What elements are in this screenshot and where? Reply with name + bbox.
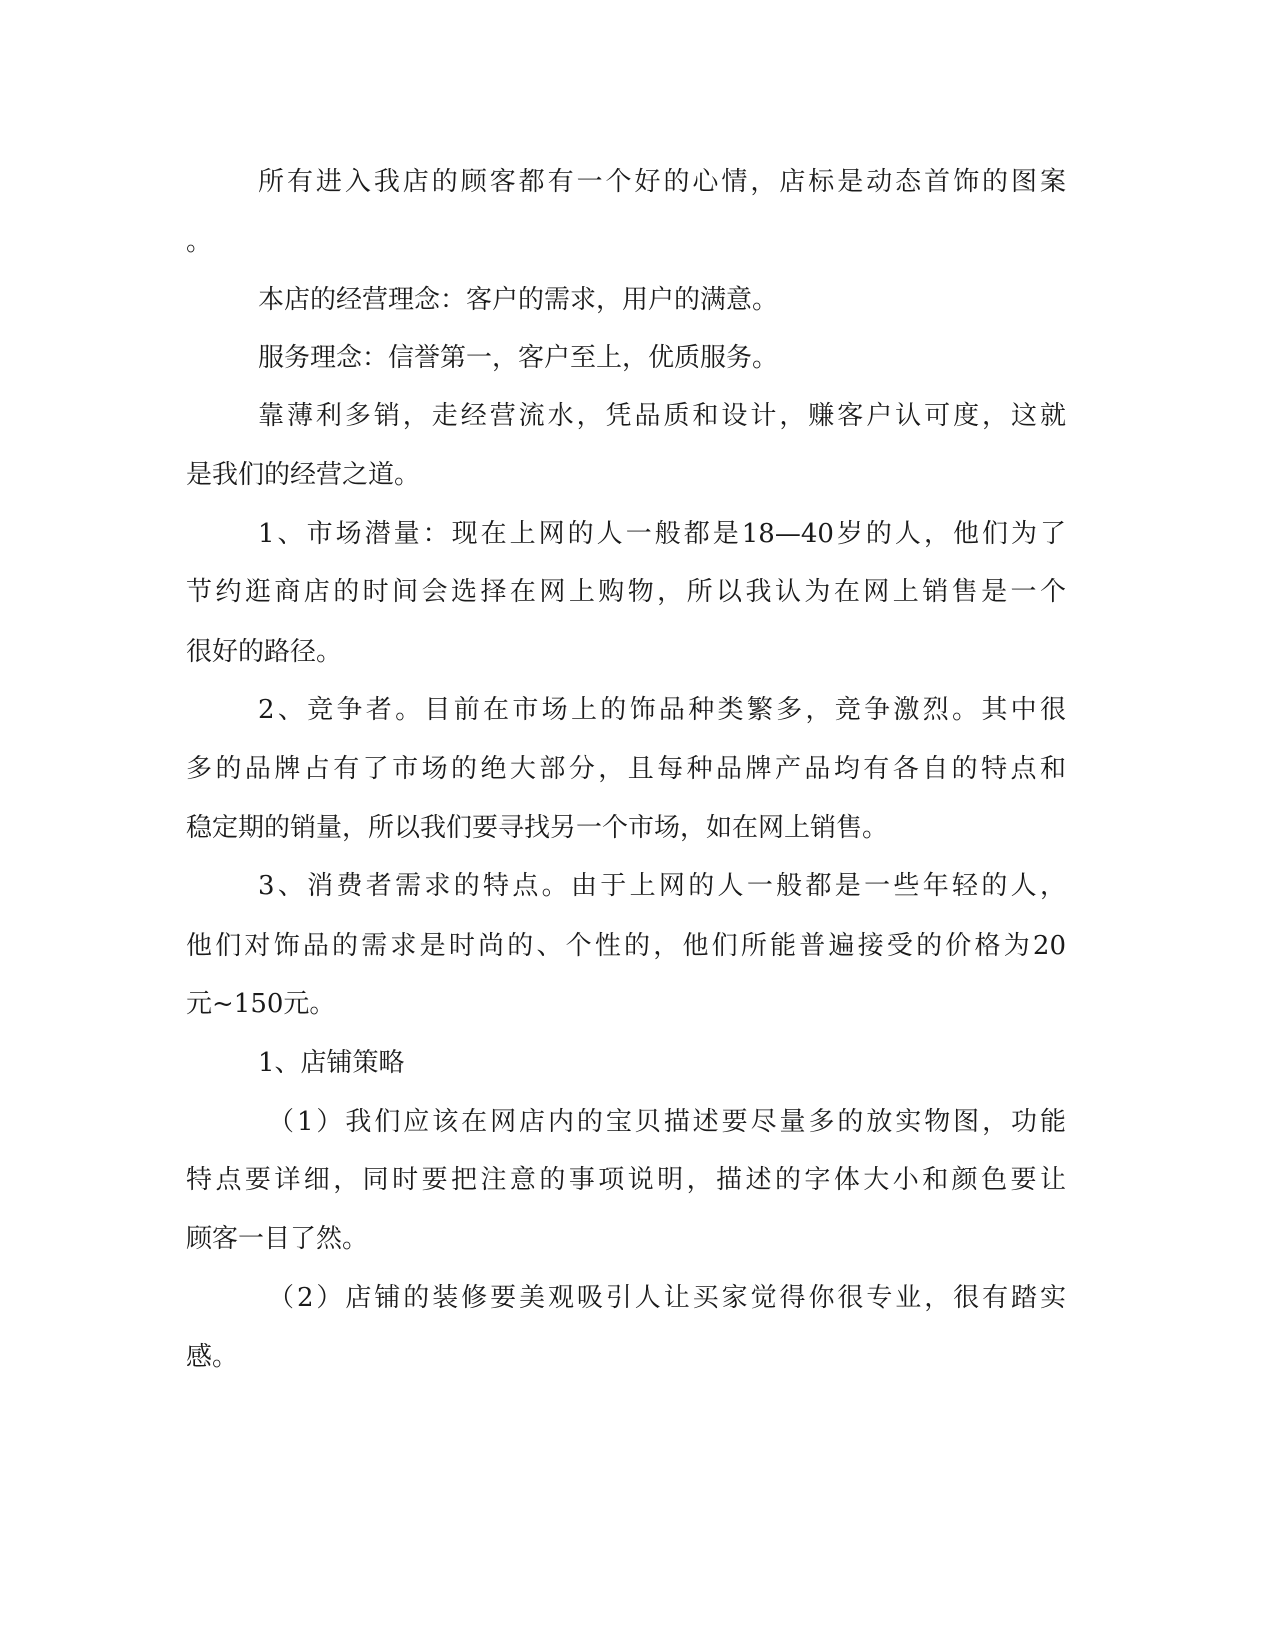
text-line: 3、消费者需求的特点。由于上网的人一般都是一些年轻的人， bbox=[258, 871, 1066, 901]
text-line: 本店的经营理念：客户的需求，用户的满意。 bbox=[258, 285, 779, 315]
text-line: （2）店铺的装修要美观吸引人让买家觉得你很专业，很有踏实 bbox=[268, 1283, 1066, 1313]
text-line: 特点要详细，同时要把注意的事项说明，描述的字体大小和颜色要让 bbox=[186, 1165, 1066, 1195]
text-line: 所有进入我店的顾客都有一个好的心情，店标是动态首饰的图案 bbox=[258, 167, 1066, 197]
text-line: 多的品牌占有了市场的绝大部分，且每种品牌产品均有各自的特点和 bbox=[186, 754, 1066, 784]
text-line: 1、店铺策略 bbox=[258, 1048, 405, 1078]
text-line: 1、市场潜量：现在上网的人一般都是18—40岁的人，他们为了 bbox=[258, 519, 1066, 549]
text-line: 靠薄利多销，走经营流水，凭品质和设计，赚客户认可度，这就 bbox=[258, 401, 1066, 431]
text-line: 是我们的经营之道。 bbox=[186, 460, 421, 490]
text-line: 元~150元。 bbox=[186, 989, 336, 1019]
text-line: 他们对饰品的需求是时尚的、个性的，他们所能普遍接受的价格为20 bbox=[186, 931, 1066, 961]
text-line: （1）我们应该在网店内的宝贝描述要尽量多的放实物图，功能 bbox=[268, 1107, 1066, 1137]
text-line: 感。 bbox=[186, 1342, 239, 1372]
text-line: 很好的路径。 bbox=[186, 637, 343, 667]
text-line: 稳定期的销量，所以我们要寻找另一个市场，如在网上销售。 bbox=[186, 813, 889, 843]
text-line: 顾客一目了然。 bbox=[186, 1224, 369, 1254]
text-line: 2、竞争者。目前在市场上的饰品种类繁多，竞争激烈。其中很 bbox=[258, 695, 1066, 725]
text-line: 。 bbox=[186, 227, 213, 257]
text-line: 节约逛商店的时间会选择在网上购物，所以我认为在网上销售是一个 bbox=[186, 577, 1066, 607]
text-line: 服务理念：信誉第一，客户至上，优质服务。 bbox=[258, 343, 779, 373]
